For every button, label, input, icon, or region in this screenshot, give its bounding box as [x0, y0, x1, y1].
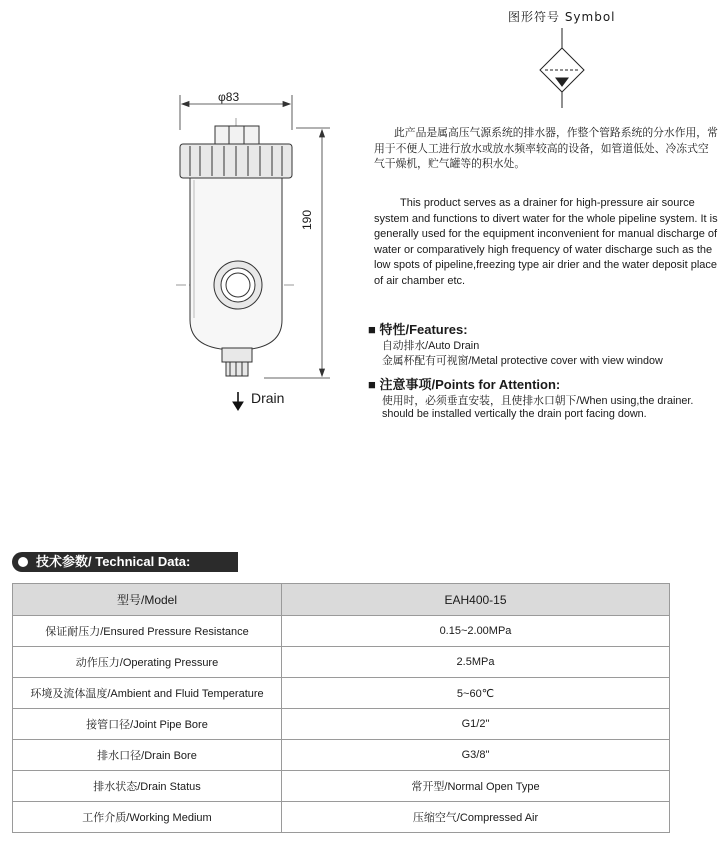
row-label: 保证耐压力/Ensured Pressure Resistance — [13, 616, 282, 647]
table-row — [13, 802, 670, 833]
table-row — [13, 771, 670, 802]
row-value: 0.15~2.00MPa — [282, 616, 670, 647]
row-label: 排水状态/Drain Status — [13, 771, 282, 802]
row-value: 5~60℃ — [282, 678, 670, 709]
height-label: 190 — [300, 209, 314, 230]
table-row — [13, 740, 670, 771]
features-heading-text: 特性/Features: — [379, 322, 468, 337]
row-value: 常开型/Normal Open Type — [282, 771, 670, 802]
top-nut — [215, 126, 259, 144]
drain-port — [222, 348, 252, 376]
attention-line: should be installed vertically the drain port facing down. — [382, 408, 647, 420]
row-value: G3/8" — [282, 740, 670, 771]
table-row — [13, 616, 670, 647]
drain-arrow-icon — [233, 392, 243, 410]
attention-line: 使用时，必须垂直安装，且使排水口朝下/When using,the drainer. — [382, 395, 694, 407]
description-zh: 此产品是属高压气源系统的排水器，作整个管路系统的分水作用，常用于不便人工进行放水或放水频率较高的设备，如管道低处、冷冻式空气干燥机，贮气罐等的积水处。 — [374, 127, 718, 170]
description-en: This product serves as a drainer for high-pressure air source system and functions to divert water for the whole pipeline system. It is generally used for the equipment inconvenient for manual discharge of water or comparatively high frequency of water discharge such as the low spots of pipeline,freezing type air drier and the water deposit place of air chamber etc. — [374, 197, 718, 287]
table-header-row — [13, 584, 670, 616]
row-value: G1/2" — [282, 709, 670, 740]
bullet-dot-icon — [18, 557, 28, 567]
table-row — [13, 647, 670, 678]
row-label: 接管口径/Joint Pipe Bore — [13, 709, 282, 740]
attention-heading-text: 注意事项/Points for Attention: — [379, 377, 561, 392]
model-value: EAH400-15 — [282, 584, 670, 616]
feature-item: 自动排水/Auto Drain — [382, 340, 480, 352]
row-label: 环境及流体温度/Ambient and Fluid Temperature — [13, 678, 282, 709]
filter-drain-symbol-icon — [540, 28, 584, 108]
row-label: 动作压力/Operating Pressure — [13, 647, 282, 678]
row-value: 2.5MPa — [282, 647, 670, 678]
feature-item: 金属杯配有可视窗/Metal protective cover with view window — [382, 355, 663, 367]
row-label: 工作介质/Working Medium — [13, 802, 282, 833]
attention-heading: ■ 注意事项/Points for Attention: — [368, 377, 561, 392]
technical-data-table — [12, 583, 670, 833]
cap-ring — [180, 144, 292, 178]
table-row — [13, 709, 670, 740]
row-value: 压缩空气/Compressed Air — [282, 802, 670, 833]
symbol-title: 图形符号 Symbol — [508, 10, 616, 24]
diameter-label: φ83 — [218, 90, 240, 104]
technical-data-banner — [12, 552, 238, 572]
features-heading: ■ 特性/Features: — [368, 322, 468, 337]
table-row — [13, 678, 670, 709]
drain-label: Drain — [251, 390, 285, 406]
model-label: 型号/Model — [13, 584, 282, 616]
row-label: 排水口径/Drain Bore — [13, 740, 282, 771]
technical-data-heading: 技术参数/ Technical Data: — [36, 554, 191, 569]
inlet-port — [214, 261, 262, 309]
